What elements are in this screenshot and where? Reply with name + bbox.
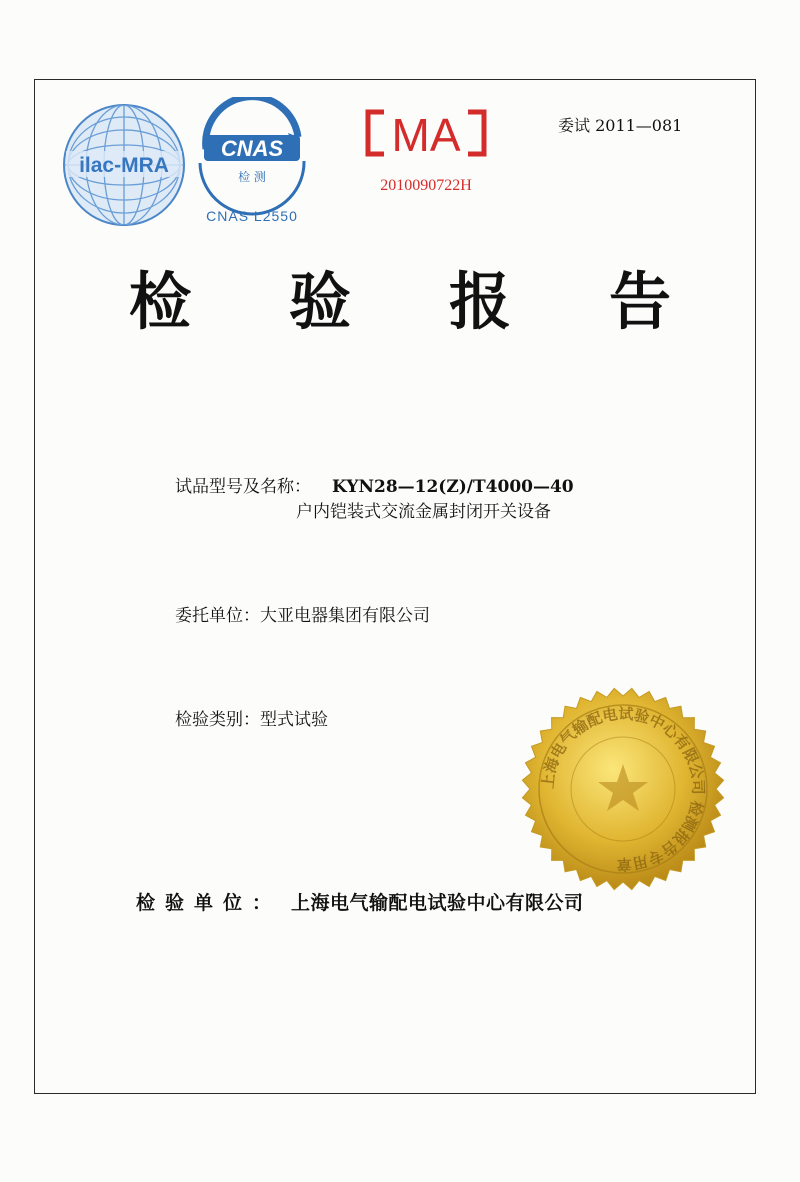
sample-name: 户内铠装式交流金属封闭开关设备 <box>296 502 551 522</box>
inspection-unit-label: 检验单位： <box>136 892 282 914</box>
title-char-2: 验 <box>288 265 351 338</box>
test-type-row <box>175 708 328 732</box>
client-value: 大亚电器集团有限公司 <box>260 606 430 626</box>
title-char-4: 告 <box>608 265 671 338</box>
seal-text: 上海电气输配电试验中心有限公司 检测报告专用章 <box>538 704 708 874</box>
cnas-logo <box>188 97 316 231</box>
client-row <box>175 604 430 628</box>
test-type-label: 检验类别： <box>175 710 260 730</box>
page-title <box>120 262 680 342</box>
cnas-text: CNAS <box>220 136 284 161</box>
gold-seal <box>520 686 726 892</box>
inspection-unit-value: 上海电气输配电试验中心有限公司 <box>291 892 584 914</box>
cnas-sub: 检 测 <box>238 170 266 184</box>
cma-logo <box>362 98 490 200</box>
title-char-1: 检 <box>128 265 191 338</box>
report-number: 委试 2011—081 <box>558 116 683 135</box>
test-type-value: 型式试验 <box>260 710 328 730</box>
cma-text: MA <box>391 109 461 161</box>
title-char-3: 报 <box>448 265 511 338</box>
client-label: 委托单位： <box>175 606 260 626</box>
document-border <box>34 79 756 1094</box>
sample-label: 试品型号及名称： <box>175 477 311 497</box>
ilac-mra-logo <box>62 103 186 227</box>
ilac-text: ilac-MRA <box>79 154 169 177</box>
sample-model-value: KYN28—12(Z)/T4000—40 <box>332 477 574 497</box>
cma-code: 2010090722H <box>380 177 472 194</box>
inspection-unit-row <box>136 891 584 915</box>
sample-model <box>332 475 574 499</box>
cnas-code: CNAS L2550 <box>206 208 298 224</box>
